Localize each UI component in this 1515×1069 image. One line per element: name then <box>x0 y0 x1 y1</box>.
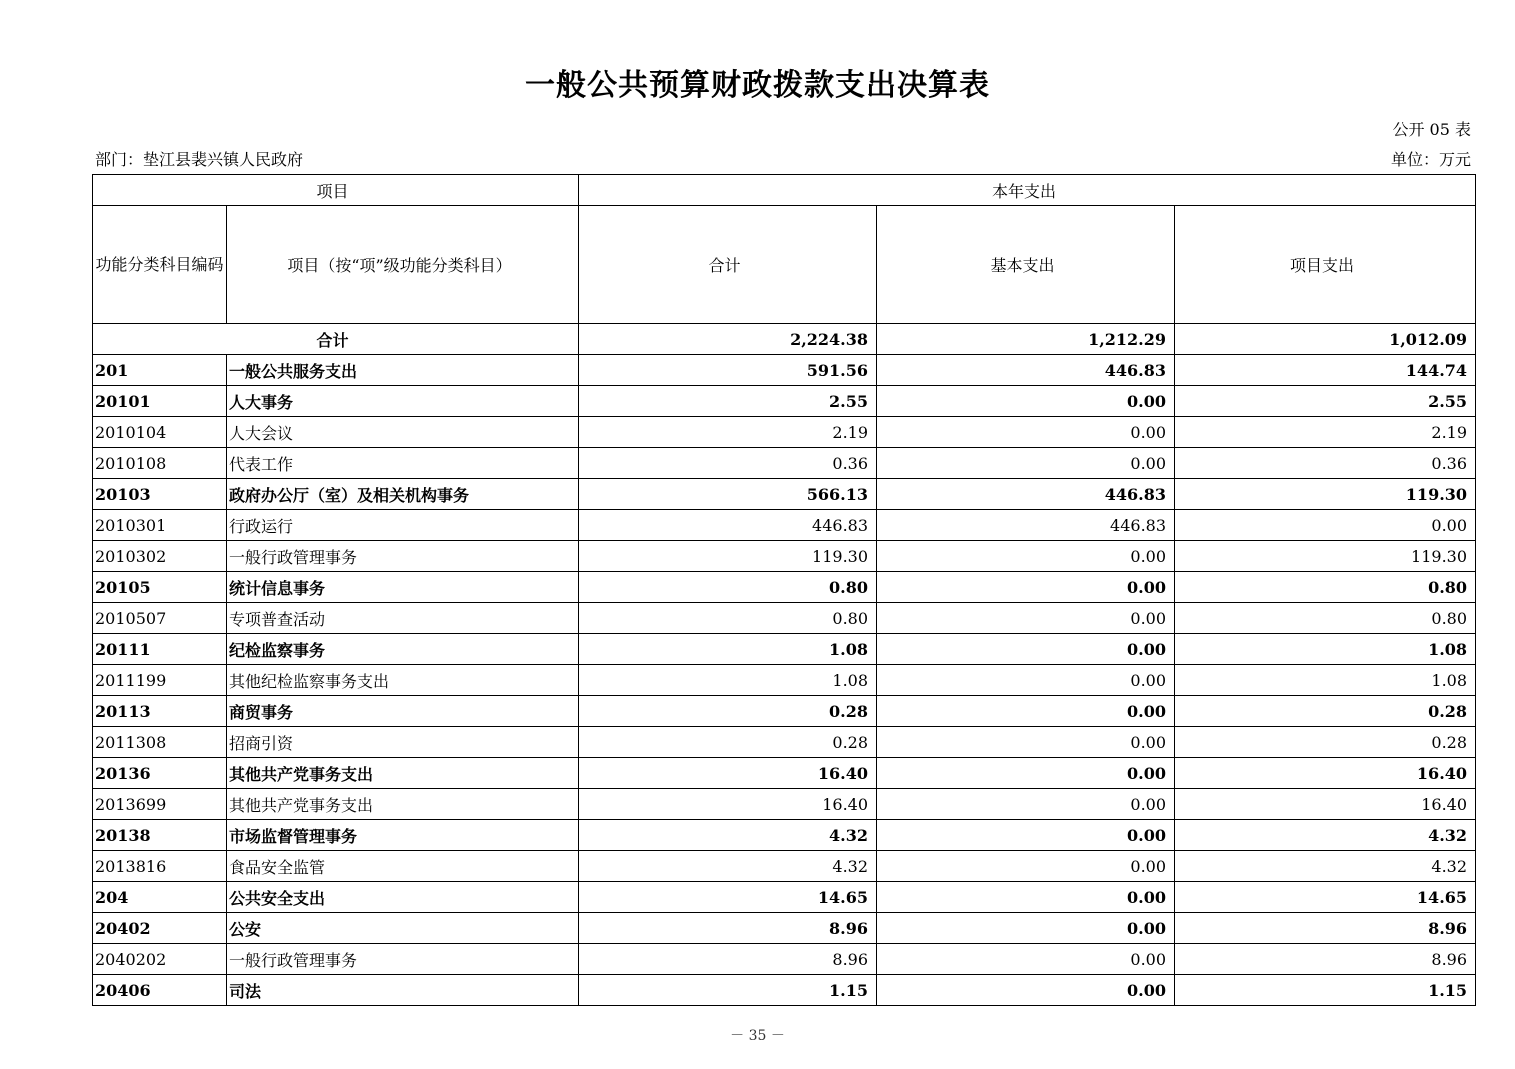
row-project: 14.65 <box>1175 882 1476 913</box>
table-row <box>93 975 1476 1006</box>
row-name: 人大事务 <box>227 386 579 417</box>
row-basic: 0.00 <box>877 789 1175 820</box>
row-basic: 0.00 <box>877 572 1175 603</box>
row-basic: 0.00 <box>877 448 1175 479</box>
row-project: 1.15 <box>1175 975 1476 1006</box>
row-code: 2010108 <box>93 448 227 479</box>
row-basic: 446.83 <box>877 510 1175 541</box>
table-row <box>93 479 1476 510</box>
department-label: 部门：垫江县裴兴镇人民政府 <box>95 150 304 169</box>
row-total: 0.80 <box>579 603 877 634</box>
table-number: 公开 05 表 <box>1392 120 1471 139</box>
table-row <box>93 789 1476 820</box>
row-basic: 0.00 <box>877 975 1175 1006</box>
row-project: 1.08 <box>1175 665 1476 696</box>
row-code: 20136 <box>93 758 227 789</box>
header-basic: 基本支出 <box>877 206 1175 324</box>
unit-label: 单位：万元 <box>1390 150 1471 169</box>
table-row <box>93 727 1476 758</box>
row-project: 2.55 <box>1175 386 1476 417</box>
header-year-expense-group: 本年支出 <box>579 175 1476 206</box>
row-code: 2013816 <box>93 851 227 882</box>
row-total: 119.30 <box>579 541 877 572</box>
row-name: 政府办公厅（室）及相关机构事务 <box>227 479 579 510</box>
row-project: 0.80 <box>1175 603 1476 634</box>
row-code: 201 <box>93 355 227 386</box>
table-row <box>93 665 1476 696</box>
row-name: 其他纪检监察事务支出 <box>227 665 579 696</box>
row-project: 119.30 <box>1175 479 1476 510</box>
table-row <box>93 417 1476 448</box>
row-name: 一般行政管理事务 <box>227 944 579 975</box>
row-code: 2010507 <box>93 603 227 634</box>
row-project: 119.30 <box>1175 541 1476 572</box>
row-basic: 0.00 <box>877 758 1175 789</box>
header-project-group: 项目 <box>93 175 579 206</box>
row-total: 16.40 <box>579 758 877 789</box>
row-total: 0.36 <box>579 448 877 479</box>
table-row <box>93 448 1476 479</box>
row-total: 4.32 <box>579 820 877 851</box>
row-name: 专项普查活动 <box>227 603 579 634</box>
row-code: 20406 <box>93 975 227 1006</box>
row-basic: 0.00 <box>877 820 1175 851</box>
table-row <box>93 572 1476 603</box>
row-basic: 0.00 <box>877 851 1175 882</box>
row-name: 市场监督管理事务 <box>227 820 579 851</box>
row-project: 0.80 <box>1175 572 1476 603</box>
total-basic: 1,212.29 <box>877 324 1175 355</box>
row-total: 8.96 <box>579 944 877 975</box>
table-row <box>93 851 1476 882</box>
table-row <box>93 510 1476 541</box>
row-code: 20105 <box>93 572 227 603</box>
table-row <box>93 820 1476 851</box>
row-total: 16.40 <box>579 789 877 820</box>
row-code: 20101 <box>93 386 227 417</box>
row-project: 16.40 <box>1175 789 1476 820</box>
row-project: 4.32 <box>1175 851 1476 882</box>
row-name: 一般公共服务支出 <box>227 355 579 386</box>
row-basic: 0.00 <box>877 634 1175 665</box>
row-name: 其他共产党事务支出 <box>227 758 579 789</box>
table-row <box>93 696 1476 727</box>
row-code: 2011199 <box>93 665 227 696</box>
table-row <box>93 386 1476 417</box>
page-title: 一般公共预算财政拨款支出决算表 <box>525 68 990 103</box>
table-row <box>93 634 1476 665</box>
row-code: 2010301 <box>93 510 227 541</box>
row-name: 纪检监察事务 <box>227 634 579 665</box>
row-code: 20402 <box>93 913 227 944</box>
row-name: 招商引资 <box>227 727 579 758</box>
row-total: 1.15 <box>579 975 877 1006</box>
row-total: 566.13 <box>579 479 877 510</box>
total-sum: 2,224.38 <box>579 324 877 355</box>
table-row <box>93 944 1476 975</box>
row-name: 商贸事务 <box>227 696 579 727</box>
row-name: 公安 <box>227 913 579 944</box>
row-code: 20103 <box>93 479 227 510</box>
row-total: 14.65 <box>579 882 877 913</box>
row-project: 144.74 <box>1175 355 1476 386</box>
header-total: 合计 <box>579 206 877 324</box>
row-name: 其他共产党事务支出 <box>227 789 579 820</box>
table-row <box>93 882 1476 913</box>
row-code: 204 <box>93 882 227 913</box>
row-name: 公共安全支出 <box>227 882 579 913</box>
row-name: 食品安全监管 <box>227 851 579 882</box>
row-total: 1.08 <box>579 634 877 665</box>
page-number: － 35 － <box>730 1028 785 1044</box>
row-basic: 0.00 <box>877 386 1175 417</box>
row-project: 4.32 <box>1175 820 1476 851</box>
row-code: 2011308 <box>93 727 227 758</box>
total-label: 合计 <box>93 324 579 355</box>
row-total: 2.19 <box>579 417 877 448</box>
row-total: 591.56 <box>579 355 877 386</box>
row-basic: 0.00 <box>877 417 1175 448</box>
row-code: 20111 <box>93 634 227 665</box>
table-row <box>93 355 1476 386</box>
total-row <box>93 324 1476 355</box>
row-code: 2040202 <box>93 944 227 975</box>
row-basic: 0.00 <box>877 696 1175 727</box>
expenditure-table <box>92 174 1476 1006</box>
row-total: 0.28 <box>579 696 877 727</box>
row-basic: 0.00 <box>877 944 1175 975</box>
table-row <box>93 913 1476 944</box>
row-project: 0.00 <box>1175 510 1476 541</box>
row-total: 0.80 <box>579 572 877 603</box>
row-basic: 446.83 <box>877 479 1175 510</box>
row-project: 8.96 <box>1175 944 1476 975</box>
row-name: 代表工作 <box>227 448 579 479</box>
row-project: 0.28 <box>1175 727 1476 758</box>
row-basic: 0.00 <box>877 882 1175 913</box>
header-name: 项目（按“项”级功能分类科目） <box>227 206 579 324</box>
header-code: 功能分类科目编码 <box>93 206 227 324</box>
table-row <box>93 603 1476 634</box>
row-name: 人大会议 <box>227 417 579 448</box>
row-total: 1.08 <box>579 665 877 696</box>
row-name: 一般行政管理事务 <box>227 541 579 572</box>
table-row <box>93 541 1476 572</box>
row-total: 0.28 <box>579 727 877 758</box>
row-total: 4.32 <box>579 851 877 882</box>
row-project: 1.08 <box>1175 634 1476 665</box>
row-name: 行政运行 <box>227 510 579 541</box>
row-code: 2010104 <box>93 417 227 448</box>
row-total: 8.96 <box>579 913 877 944</box>
row-code: 20138 <box>93 820 227 851</box>
row-total: 446.83 <box>579 510 877 541</box>
table-row <box>93 758 1476 789</box>
header-project: 项目支出 <box>1175 206 1476 324</box>
row-name: 司法 <box>227 975 579 1006</box>
row-project: 16.40 <box>1175 758 1476 789</box>
row-code: 2013699 <box>93 789 227 820</box>
row-project: 2.19 <box>1175 417 1476 448</box>
row-project: 8.96 <box>1175 913 1476 944</box>
row-basic: 0.00 <box>877 727 1175 758</box>
row-basic: 0.00 <box>877 913 1175 944</box>
row-basic: 0.00 <box>877 665 1175 696</box>
total-project: 1,012.09 <box>1175 324 1476 355</box>
row-basic: 446.83 <box>877 355 1175 386</box>
row-project: 0.28 <box>1175 696 1476 727</box>
row-name: 统计信息事务 <box>227 572 579 603</box>
row-code: 20113 <box>93 696 227 727</box>
row-basic: 0.00 <box>877 541 1175 572</box>
row-code: 2010302 <box>93 541 227 572</box>
row-total: 2.55 <box>579 386 877 417</box>
row-basic: 0.00 <box>877 603 1175 634</box>
row-project: 0.36 <box>1175 448 1476 479</box>
